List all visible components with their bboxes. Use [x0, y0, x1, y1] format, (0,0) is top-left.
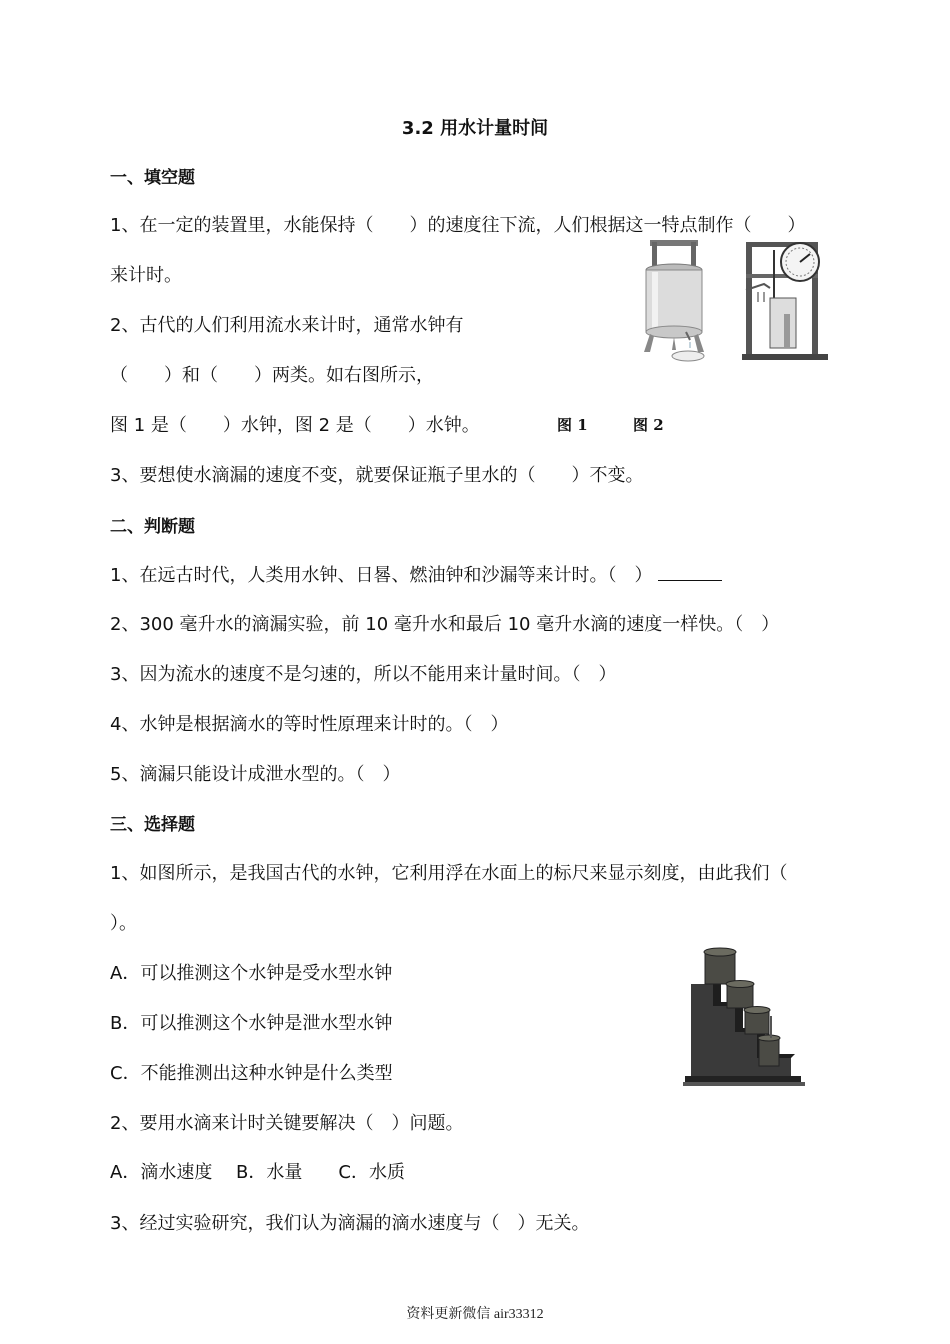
fill-question-2-figures: 图 1 是（ ）水钟，图 2 是（ ）水钟。	[110, 415, 480, 436]
choice-question-1: 1、如图所示，是我国古代的水钟，它利用浮在水面上的标尺来显示刻度，由此我们（	[110, 863, 788, 884]
choice-q1-option-b: B．可以推测这个水钟是泄水型水钟	[110, 1013, 393, 1034]
choice-question-3: 3、经过实验研究，我们认为滴漏的滴水速度与（ ）无关。	[110, 1213, 590, 1234]
stepped-water-clock-image	[683, 946, 805, 1090]
judgement-item-5: 5、滴漏只能设计成泄水型的。（ ）	[110, 764, 401, 785]
figure-2-water-clock-image	[740, 238, 830, 362]
judgement-item-2: 2、300 毫升水的滴漏实验，前 10 毫升水和最后 10 毫升水滴的速度一样快。（ ）	[110, 614, 780, 635]
choice-q1-option-c: C．不能推测出这种水钟是什么类型	[110, 1063, 393, 1084]
section-heading-judgement: 二、判断题	[110, 517, 195, 537]
footer-note: 资料更新微信 air33312	[406, 1307, 544, 1322]
figure-1-water-clock-image	[638, 238, 712, 368]
choice-q1-option-a: A．可以推测这个水钟是受水型水钟	[110, 963, 393, 984]
judgement-item-1	[110, 561, 722, 587]
figure-2-caption: 图 2	[633, 416, 664, 434]
fill-question-3: 3、要想使水滴漏的速度不变，就要保证瓶子里水的（ ）不变。	[110, 465, 644, 486]
figure-1-caption: 图 1	[557, 416, 588, 434]
choice-question-2: 2、要用水滴来计时关键要解决（ ）问题。	[110, 1113, 464, 1134]
judgement-item-1-text: 1、在远古时代，人类用水钟、日晷、燃油钟和沙漏等来计时。（ ）	[110, 565, 653, 586]
choice-q2-options: A．滴水速度 B．水量 C．水质	[110, 1162, 405, 1183]
choice-question-1-cont: ）。	[110, 913, 137, 934]
section-heading-fill-blank: 一、填空题	[110, 168, 195, 188]
fill-question-2-cont: （ ）和（ ）两类。如右图所示，	[110, 365, 434, 386]
section-heading-choice: 三、选择题	[110, 815, 195, 835]
fill-question-1: 1、在一定的装置里，水能保持（ ）的速度往下流，人们根据这一特点制作（ ）	[110, 215, 806, 236]
judgement-item-4: 4、水钟是根据滴水的等时性原理来计时的。（ ）	[110, 714, 509, 735]
answer-underline	[658, 566, 722, 581]
fill-question-1-cont: 来计时。	[110, 265, 182, 286]
fill-question-2: 2、古代的人们利用流水来计时，通常水钟有	[110, 315, 464, 336]
judgement-item-3: 3、因为流水的速度不是匀速的，所以不能用来计量时间。（ ）	[110, 664, 617, 685]
page-title: 3.2 用水计量时间	[401, 118, 549, 139]
